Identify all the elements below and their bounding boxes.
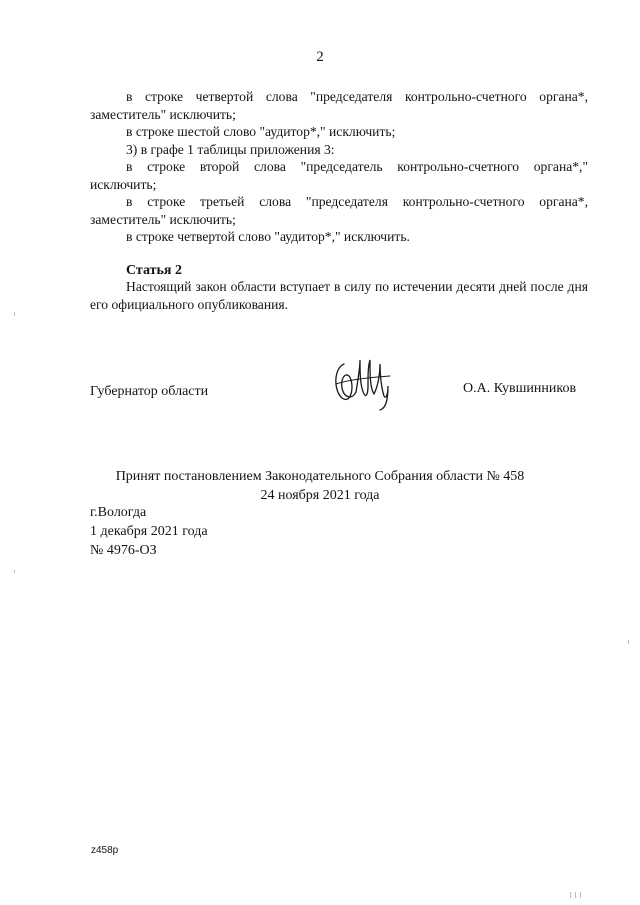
page-number: 2 <box>316 49 324 65</box>
amendment-line-2: в строке шестой слово "аудитор*," исключить; <box>126 124 396 139</box>
scan-mark <box>580 892 581 898</box>
city: г.Вологда <box>90 505 147 520</box>
handwritten-signature <box>330 350 394 417</box>
amendment-line-3: 3) в графе 1 таблицы приложения 3: <box>126 141 335 157</box>
adoption-line-1: Принят постановлением Законодательного Собрания области № 458 <box>115 469 525 484</box>
adoption-line-2: 24 ноября 2021 года <box>260 488 380 503</box>
place-date-block <box>90 503 208 560</box>
article-heading: Статья 2 <box>126 263 182 278</box>
scan-mark <box>628 640 629 644</box>
scan-mark <box>570 892 571 898</box>
scan-mark <box>14 570 15 573</box>
signing-date: 1 декабря 2021 года <box>90 524 208 539</box>
scan-mark <box>14 312 15 316</box>
scan-mark <box>575 892 576 898</box>
law-number: № 4976-ОЗ <box>90 543 157 558</box>
adoption-statement <box>0 467 640 505</box>
document-code: z458p <box>91 845 119 856</box>
amendment-line-4: в строке второй слова "председатель контрольно-счетного органа*," исключить; <box>90 159 588 192</box>
amendment-line-5: в строке третьей слова "председателя контрольно-счетного органа*, заместитель" исключить; <box>90 194 588 227</box>
article-text: Настоящий закон области вступает в силу по истечении десяти дней после дня его официального опубликования. <box>90 279 588 312</box>
amendment-line-6: в строке четвертой слово "аудитор*," исключить. <box>126 229 410 244</box>
amendment-line-1: в строке четвертой слова "председателя контрольно-счетного органа*, заместитель" исключить; <box>90 89 588 122</box>
signer-title: Губернатор области <box>90 384 209 399</box>
signer-name: О.А. Кувшинников <box>463 381 577 396</box>
amendments-block <box>90 88 588 246</box>
